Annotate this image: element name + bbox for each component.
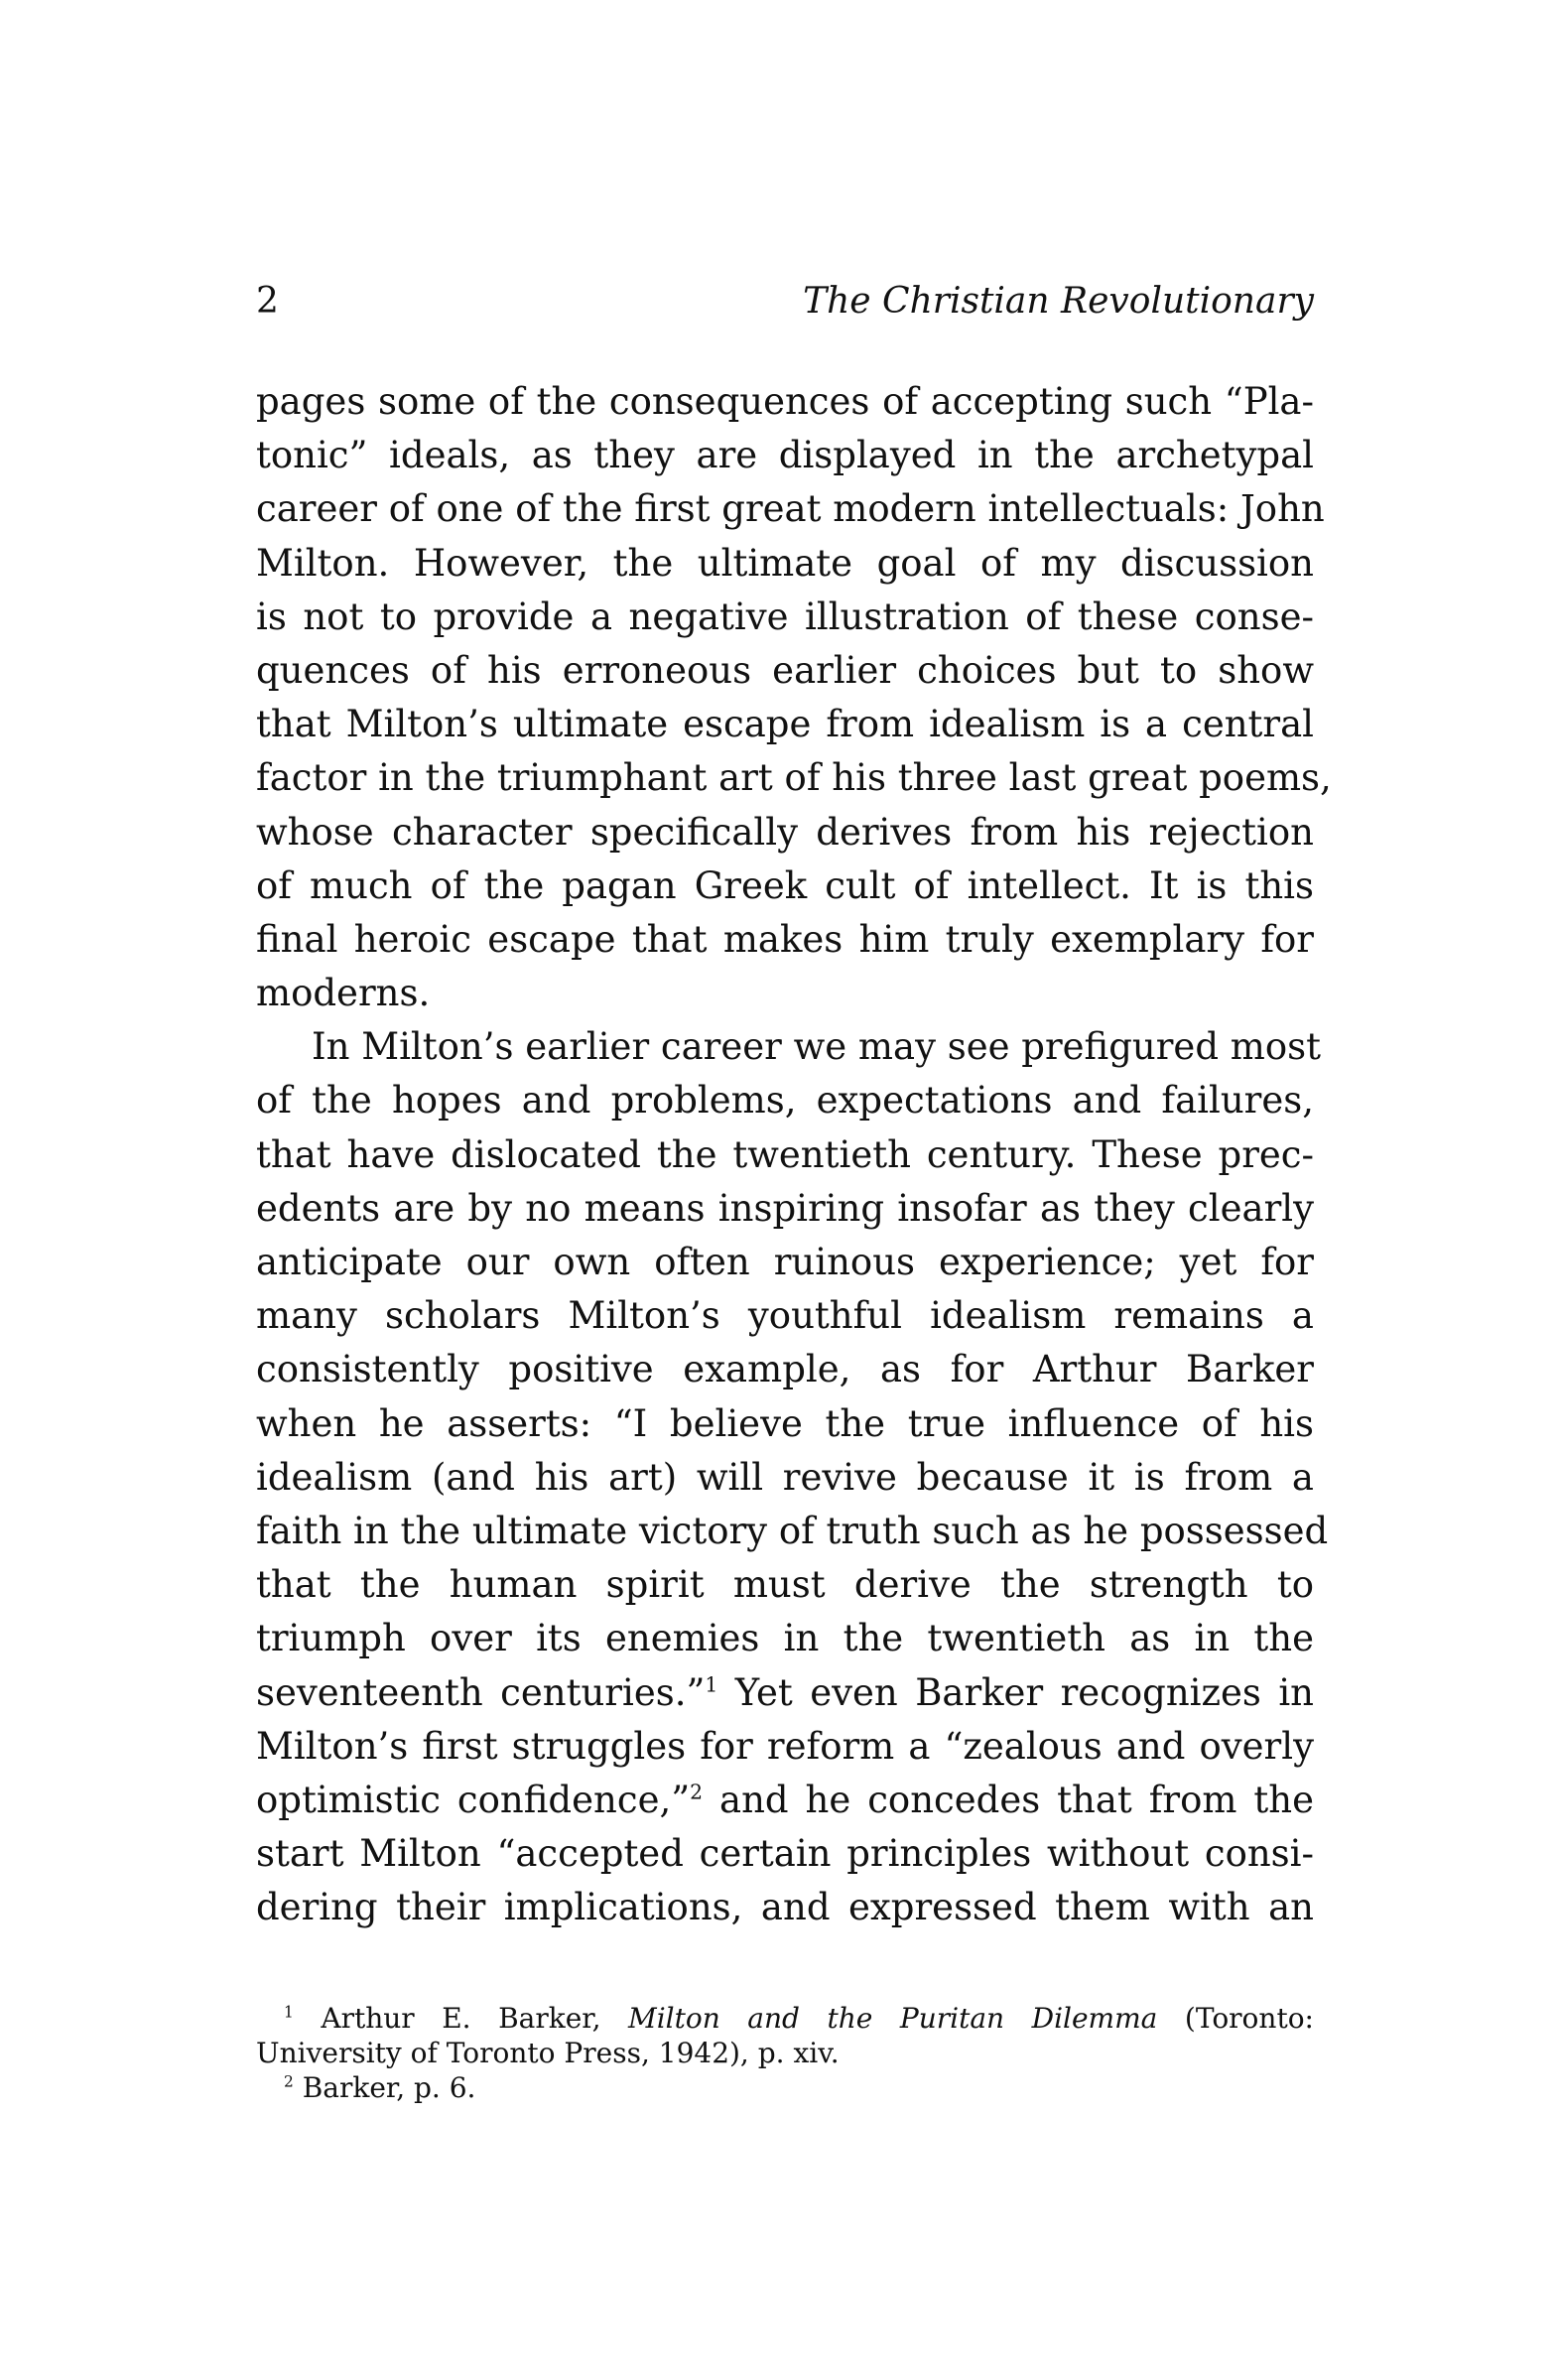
body-line-with-note: [256, 1666, 1314, 1720]
body-line: moderns.: [256, 972, 431, 1015]
body-line: many scholars Milton’s youthful idealism remains a: [256, 1294, 1314, 1338]
body-line: final heroic escape that makes him truly exemplary for: [256, 917, 1314, 961]
footnote-marker-1: 1: [284, 2003, 294, 2022]
body-line: pages some of the consequences of accepting such “Pla-: [256, 380, 1314, 423]
body-line: that Milton’s ultimate escape from idealism is a central: [256, 703, 1314, 746]
body-line: start Milton “accepted certain principles without consi-: [256, 1832, 1314, 1876]
page-number: 2: [256, 281, 279, 322]
footnote-1: [256, 2001, 1314, 2036]
footnote-1-title: Milton and the Puritan Dilemma: [628, 2002, 1158, 2035]
body-line: factor in the triumphant art of his three last great poems,: [256, 756, 1332, 800]
footnote-1-place: (Toronto:: [1184, 2002, 1314, 2035]
body-line: is not to provide a negative illustration of these conse-: [256, 595, 1314, 638]
body-line: career of one of the first great modern intellectuals: John: [256, 487, 1325, 531]
footnotes: [256, 2001, 1314, 2105]
body-line: dering their implications, and expressed them with an: [256, 1886, 1314, 1929]
body-line: idealism (and his art) will revive because it is from a: [256, 1455, 1314, 1499]
body-line: triumph over its enemies in the twentieth as in the: [256, 1617, 1314, 1660]
body-line: anticipate our own often ruinous experience; yet for: [256, 1241, 1314, 1283]
body-line: Milton. However, the ultimate goal of my discussion: [256, 541, 1314, 585]
body-line-segment: optimistic confidence,”: [256, 1778, 691, 1821]
running-header: [256, 281, 1314, 340]
body-line-segment: Yet even Barker recognizes in: [717, 1670, 1314, 1714]
footnote-1-continued: University of Toronto Press, 1942), p. xiv.: [256, 2037, 840, 2069]
body-line: that have dislocated the twentieth century. These prec-: [256, 1132, 1314, 1176]
body-text: [256, 375, 1332, 1934]
body-line: that the human spirit must derive the strength to: [256, 1563, 1314, 1607]
footnote-ref-1: 1: [705, 1672, 718, 1697]
body-line: of the hopes and problems, expectations and failures,: [256, 1079, 1314, 1123]
footnote-marker-2: 2: [284, 2072, 294, 2091]
body-line: Milton’s first struggles for reform a “zealous and overly: [256, 1724, 1314, 1768]
body-line-segment: and he concedes that from the: [703, 1778, 1314, 1821]
body-line: quences of his erroneous earlier choices but to show: [256, 648, 1314, 692]
running-head-title: The Christian Revolutionary: [803, 281, 1314, 322]
body-line-segment: seventeenth centuries.”: [256, 1670, 706, 1714]
footnote-2: [256, 2070, 1314, 2105]
body-line: consistently positive example, as for Arthur Barker: [256, 1348, 1314, 1391]
footnote-2-text: Barker, p. 6.: [302, 2071, 476, 2104]
body-line: of much of the pagan Greek cult of intellect. It is this: [256, 863, 1314, 907]
body-line-with-note: [256, 1774, 1314, 1827]
footnote-ref-2: 2: [690, 1780, 704, 1804]
body-line: In Milton’s earlier career we may see prefigured most: [312, 1025, 1321, 1069]
body-line: tonic” ideals, as they are displayed in the archetypal: [256, 434, 1314, 477]
body-line: when he asserts: “I believe the true influence of his: [256, 1401, 1314, 1445]
body-line: edents are by no means inspiring insofar as they clearly: [256, 1186, 1314, 1230]
body-line: faith in the ultimate victory of truth such as he possessed: [256, 1509, 1329, 1552]
body-line: whose character specifically derives from his rejection: [256, 810, 1314, 854]
footnote-1-author: Arthur E. Barker,: [321, 2002, 601, 2035]
